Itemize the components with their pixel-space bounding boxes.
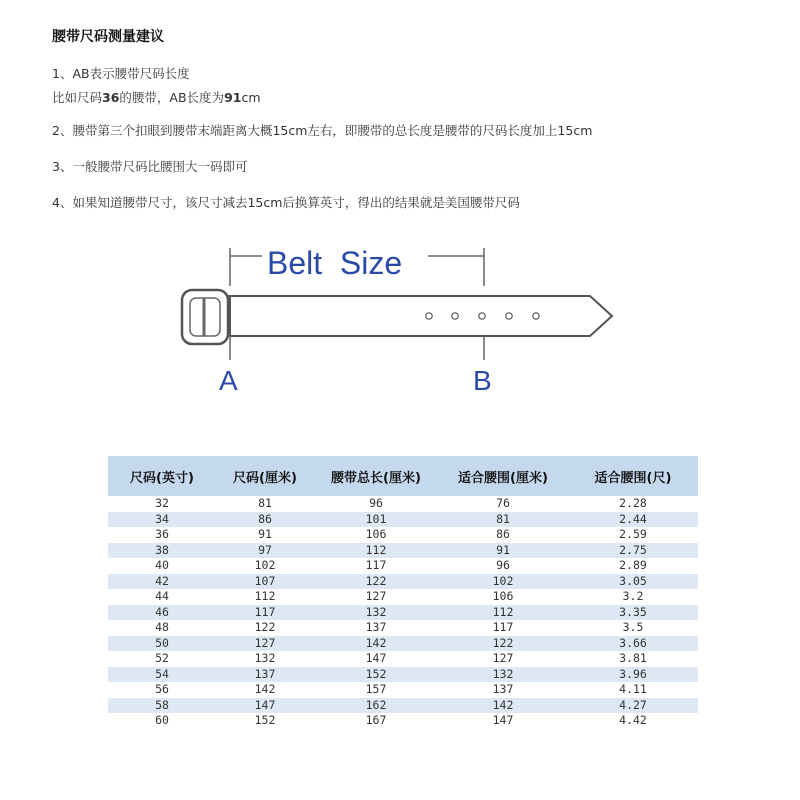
page-title: 腰带尺码测量建议 xyxy=(52,29,164,45)
table-cell: 3.5 xyxy=(568,620,698,636)
size-table xyxy=(108,456,698,729)
table-row xyxy=(108,651,698,667)
table-cell: 36 xyxy=(108,527,216,543)
table-cell: 40 xyxy=(108,558,216,574)
table-cell: 2.75 xyxy=(568,543,698,559)
belt-size-label: Belt Size xyxy=(267,245,403,281)
table-row xyxy=(108,713,698,729)
table-cell: 50 xyxy=(108,636,216,652)
header-size-cm: 尺码(厘米) xyxy=(216,456,314,496)
table-row xyxy=(108,574,698,590)
size-table-container xyxy=(108,456,698,729)
table-cell: 112 xyxy=(438,605,568,621)
table-cell: 142 xyxy=(314,636,438,652)
note-1-example xyxy=(52,88,261,106)
table-cell: 147 xyxy=(216,698,314,714)
table-cell: 96 xyxy=(314,496,438,512)
table-row xyxy=(108,682,698,698)
table-cell: 117 xyxy=(314,558,438,574)
table-body xyxy=(108,496,698,729)
belt-diagram xyxy=(0,228,800,428)
table-cell: 2.89 xyxy=(568,558,698,574)
table-cell: 122 xyxy=(314,574,438,590)
table-cell: 2.44 xyxy=(568,512,698,528)
table-cell: 132 xyxy=(216,651,314,667)
table-row xyxy=(108,620,698,636)
note-1-example-prefix: 比如尺码 xyxy=(52,90,103,105)
point-b-label: B xyxy=(473,365,492,396)
table-cell: 52 xyxy=(108,651,216,667)
table-cell: 4.42 xyxy=(568,713,698,729)
point-a-label: A xyxy=(219,365,238,396)
table-cell: 44 xyxy=(108,589,216,605)
table-cell: 147 xyxy=(438,713,568,729)
table-cell: 54 xyxy=(108,667,216,683)
table-cell: 48 xyxy=(108,620,216,636)
table-cell: 76 xyxy=(438,496,568,512)
table-cell: 96 xyxy=(438,558,568,574)
belt-hole xyxy=(533,313,539,319)
table-cell: 132 xyxy=(314,605,438,621)
table-cell: 102 xyxy=(216,558,314,574)
table-cell: 127 xyxy=(438,651,568,667)
table-cell: 32 xyxy=(108,496,216,512)
table-cell: 102 xyxy=(438,574,568,590)
table-row xyxy=(108,543,698,559)
table-cell: 3.66 xyxy=(568,636,698,652)
note-1: 1、AB表示腰带尺码长度 xyxy=(52,66,190,81)
table-row xyxy=(108,527,698,543)
table-cell: 3.35 xyxy=(568,605,698,621)
belt-hole xyxy=(426,313,432,319)
table-cell: 152 xyxy=(216,713,314,729)
table-cell: 81 xyxy=(438,512,568,528)
note-1-example-middle: 的腰带，AB长度为 xyxy=(119,90,225,105)
header-waist-chi: 适合腰围(尺) xyxy=(568,456,698,496)
table-cell: 3.05 xyxy=(568,574,698,590)
table-cell: 127 xyxy=(314,589,438,605)
note-2: 2、腰带第三个扣眼到腰带末端距离大概15cm左右，即腰带的总长度是腰带的尺码长度加上15cm xyxy=(52,123,593,138)
note-4: 4、如果知道腰带尺寸，该尺寸减去15cm后换算英寸，得出的结果就是美国腰带尺码 xyxy=(52,195,520,210)
table-cell: 38 xyxy=(108,543,216,559)
table-cell: 2.28 xyxy=(568,496,698,512)
table-row xyxy=(108,636,698,652)
table-cell: 142 xyxy=(438,698,568,714)
belt-strap xyxy=(224,296,612,336)
table-cell: 137 xyxy=(438,682,568,698)
table-cell: 157 xyxy=(314,682,438,698)
table-row xyxy=(108,512,698,528)
table-cell: 107 xyxy=(216,574,314,590)
table-cell: 56 xyxy=(108,682,216,698)
table-cell: 46 xyxy=(108,605,216,621)
note-1-example-size: 36 xyxy=(102,90,120,105)
table-cell: 162 xyxy=(314,698,438,714)
table-cell: 4.27 xyxy=(568,698,698,714)
table-cell: 122 xyxy=(216,620,314,636)
table-cell: 81 xyxy=(216,496,314,512)
note-1-example-length: 91 xyxy=(224,90,242,105)
belt-hole xyxy=(452,313,458,319)
header-waist-cm: 适合腰围(厘米) xyxy=(438,456,568,496)
table-cell: 137 xyxy=(314,620,438,636)
table-header-row xyxy=(108,456,698,496)
table-cell: 112 xyxy=(314,543,438,559)
table-cell: 3.2 xyxy=(568,589,698,605)
table-cell: 42 xyxy=(108,574,216,590)
table-cell: 137 xyxy=(216,667,314,683)
table-cell: 117 xyxy=(216,605,314,621)
table-cell: 4.11 xyxy=(568,682,698,698)
table-cell: 58 xyxy=(108,698,216,714)
table-cell: 91 xyxy=(216,527,314,543)
table-cell: 147 xyxy=(314,651,438,667)
header-size-inch: 尺码(英寸) xyxy=(108,456,216,496)
table-cell: 122 xyxy=(438,636,568,652)
table-cell: 86 xyxy=(438,527,568,543)
header-total-length: 腰带总长(厘米) xyxy=(314,456,438,496)
table-cell: 142 xyxy=(216,682,314,698)
table-cell: 152 xyxy=(314,667,438,683)
table-cell: 3.81 xyxy=(568,651,698,667)
table-cell: 101 xyxy=(314,512,438,528)
note-3: 3、一般腰带尺码比腰围大一码即可 xyxy=(52,159,248,174)
belt-hole xyxy=(479,313,485,319)
table-cell: 127 xyxy=(216,636,314,652)
table-row xyxy=(108,698,698,714)
table-cell: 117 xyxy=(438,620,568,636)
table-cell: 167 xyxy=(314,713,438,729)
table-cell: 112 xyxy=(216,589,314,605)
table-cell: 132 xyxy=(438,667,568,683)
table-row xyxy=(108,558,698,574)
table-cell: 86 xyxy=(216,512,314,528)
table-cell: 106 xyxy=(438,589,568,605)
table-row xyxy=(108,667,698,683)
table-cell: 60 xyxy=(108,713,216,729)
table-cell: 2.59 xyxy=(568,527,698,543)
table-row xyxy=(108,496,698,512)
table-cell: 34 xyxy=(108,512,216,528)
note-1-example-unit: cm xyxy=(241,90,261,105)
table-cell: 106 xyxy=(314,527,438,543)
table-cell: 97 xyxy=(216,543,314,559)
table-cell: 3.96 xyxy=(568,667,698,683)
table-row xyxy=(108,605,698,621)
table-row xyxy=(108,589,698,605)
table-cell: 91 xyxy=(438,543,568,559)
belt-hole xyxy=(506,313,512,319)
